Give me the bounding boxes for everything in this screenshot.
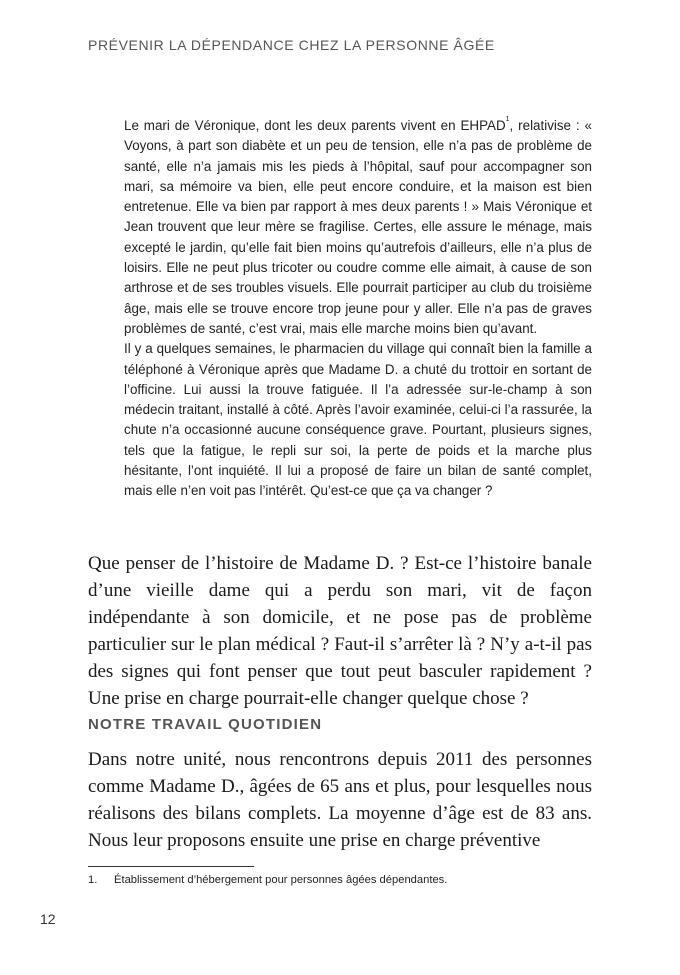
body-section: [88, 550, 592, 712]
case-quote-block: [124, 116, 592, 502]
page-number: 12: [40, 911, 56, 927]
quote-text: , relativise : « Voyons, à part son diabète et un peu de tension, elle n’a pas de problème de santé, elle n’a jamais mis les pieds à l’hôpital, sauf pour accompagner son mari, sa mémoire va bien, elle peut encore conduire, et la maison est bien entretenue. Elle va bien par rapport à mes deux parents ! » Mais Véronique et Jean trouvent que leur mère se fragilise. Certes, elle assure le ménage, mais excepté le jardin, qu’elle fait bien moins qu’autrefois d’ailleurs, elle n’a plus de loisirs. Elle ne peut plus tricoter ou coudre comme elle aimait, à cause de son arthrose et de ses troubles visuels. Elle pourrait participer au club du troisième âge, mais elle se trouve encore trop jeune pour y aller. Elle n’a pas de graves problèmes de santé, c’est vrai, mais elle marche moins bien qu’avant.: [124, 118, 592, 336]
running-header: PRÉVENIR LA DÉPENDANCE CHEZ LA PERSONNE ÂGÉE: [88, 37, 495, 53]
quote-paragraph: Il y a quelques semaines, le pharmacien du village qui connaît bien la famille a téléphoné à Véronique après que Madame D. a chuté du trottoir en sortant de l’officine. Lui aussi la trouve fatiguée. Il l’a adressée sur-le-champ à son médecin traitant, installé à côté. Après l’avoir examinée, celui-ci l’a rassurée, la chute n’a occasionné aucune conséquence grave. Pourtant, plusieurs signes, tels que la fatigue, le repli sur soi, la perte de poids et la marche plus hésitante, l’ont inquiété. Il lui a proposé de faire un bilan de santé complet, mais elle n’en voit pas l’intérêt. Qu’est-ce que ça va changer ?: [124, 341, 592, 499]
footnote: [88, 874, 592, 886]
body-section: [88, 746, 592, 854]
footnote-divider: [88, 866, 254, 867]
footnote-text: Établissement d’hébergement pour personnes âgées dépendantes.: [114, 874, 448, 886]
body-paragraph: Que penser de l’histoire de Madame D. ? Est-ce l’histoire banale d’une vieille dame qui a perdu son mari, vit de façon indépendante à son domicile, et ne pose pas de problème particulier sur le plan médical ? Faut-il s’arrêter là ? N’y a-t-il pas des signes qui font penser que tout peut basculer rapidement ? Une prise en charge pourrait-elle changer quelque chose ?: [88, 553, 592, 709]
footnote-number: 1.: [88, 874, 98, 886]
body-paragraph: Dans notre unité, nous rencontrons depuis 2011 des personnes comme Madame D., âgées de 65 ans et plus, pour lesquelles nous réalisons des bilans complets. La moyenne d’âge est de 83 ans. Nous leur proposons ensuite une prise en charge préventive: [88, 749, 592, 851]
quote-text: Le mari de Véronique, dont les deux parents vivent en EHPAD: [124, 118, 506, 133]
quote-paragraph: [124, 116, 592, 339]
footnote-ref[interactable]: 1: [505, 116, 510, 123]
section-heading: NOTRE TRAVAIL QUOTIDIEN: [88, 716, 323, 733]
